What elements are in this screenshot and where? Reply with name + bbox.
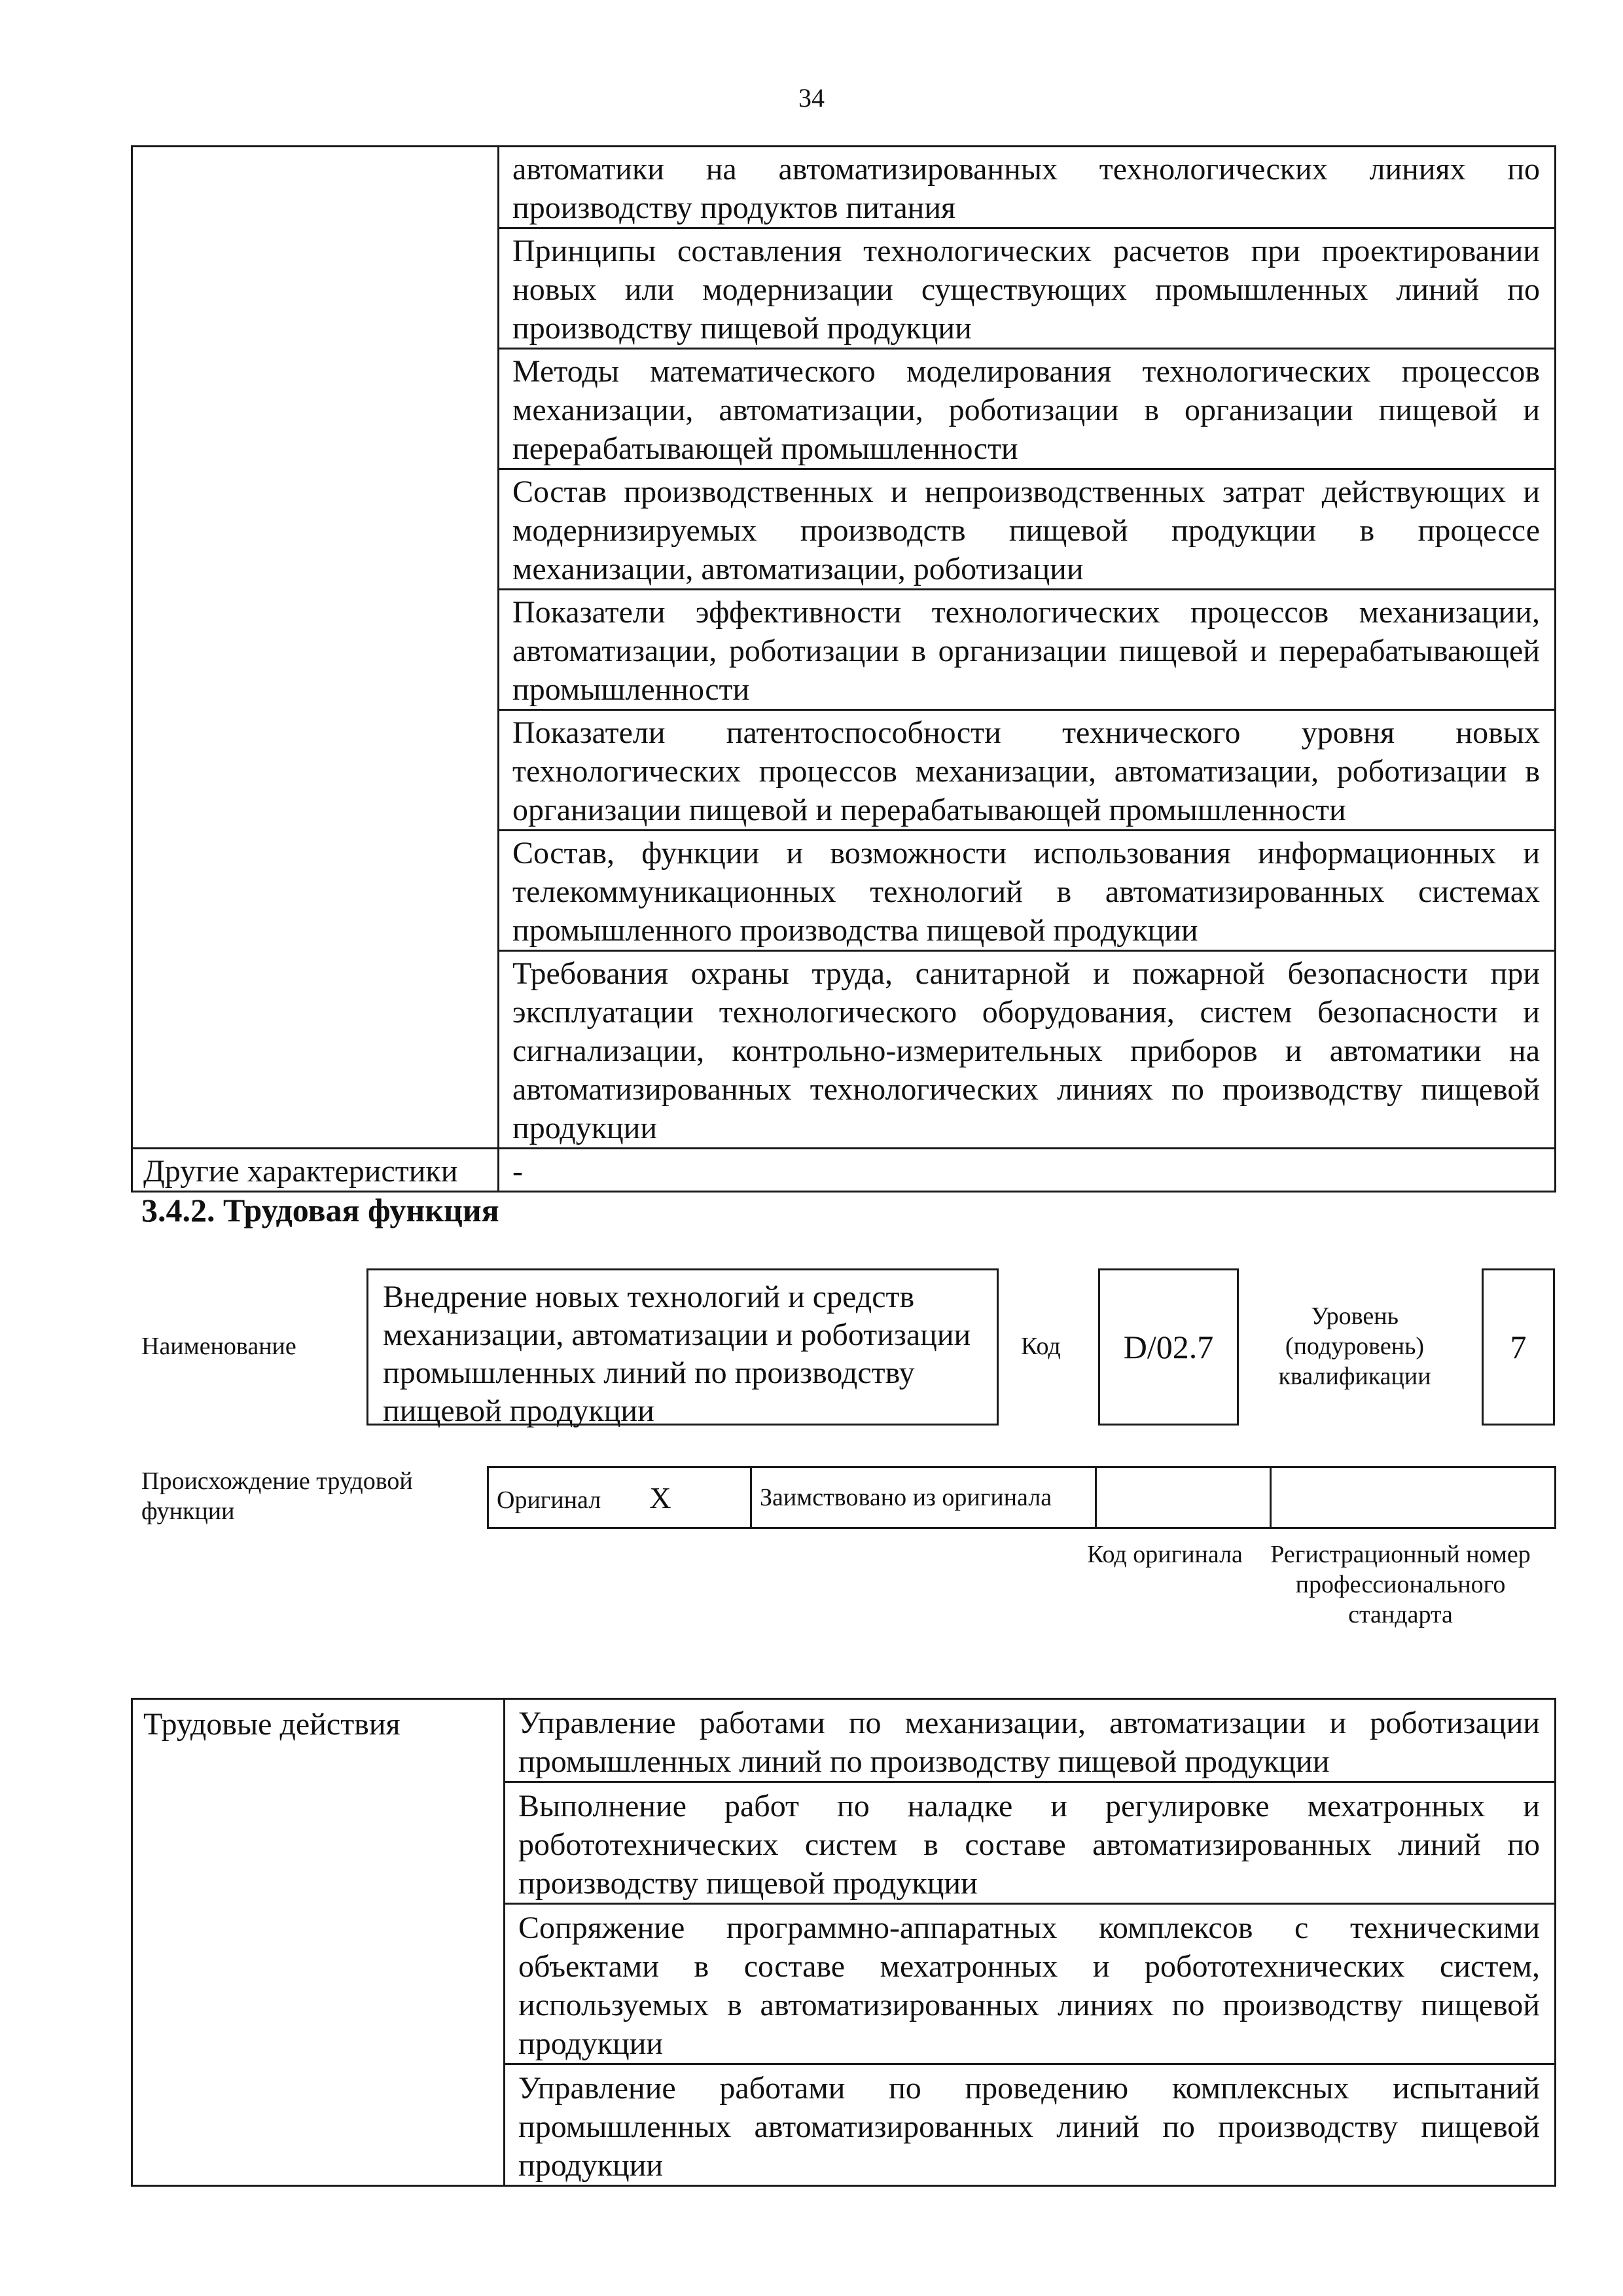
level-box — [1482, 1268, 1555, 1426]
name-label: Наименование — [141, 1333, 296, 1360]
original-label: Оригинал — [497, 1486, 601, 1514]
code-label: Код — [1021, 1333, 1061, 1360]
other-characteristics-label: Другие характеристики — [132, 1149, 499, 1192]
knowledge-item: Требования охраны труда, санитарной и пожарной безопасности при эксплуатации технологического оборудования, систем безопасности и сигнализации, контрольно-измерительных приборов и автоматики на автоматизированных технологических линиях по производству пищевой продукции — [499, 951, 1556, 1149]
registration-number-cell — [1271, 1467, 1556, 1528]
knowledge-item: Состав, функции и возможности использования информационных и телекоммуникационных технологий в автоматизированных системах промышленного производства пищевой продукции — [499, 831, 1556, 951]
section-title: 3.4.2. Трудовая функция — [141, 1192, 499, 1229]
table-row — [132, 1699, 1556, 1782]
function-name-box — [366, 1268, 999, 1426]
code-value: D/02.7 — [1123, 1329, 1214, 1365]
other-characteristics-value: - — [499, 1149, 1556, 1192]
knowledge-item: Методы математического моделирования технологических процессов механизации, автоматизации, роботизации в организации пищевой и перерабатывающей промышленности — [499, 349, 1556, 469]
function-name-value: Внедрение новых технологий и средств механизации, автоматизации и роботизации промышленных линий по производству пищевой продукции — [383, 1280, 971, 1428]
labor-actions-table — [131, 1698, 1556, 2187]
knowledge-item: автоматики на автоматизированных технологических линиях по производству продуктов питания — [499, 147, 1556, 228]
table-row — [488, 1467, 1556, 1528]
table-row — [132, 1149, 1556, 1192]
labor-action-item: Выполнение работ по наладке и регулировке мехатронных и робототехнических систем в составе автоматизированных линий по производству пищевой продукции — [505, 1782, 1556, 1904]
knowledge-item: Показатели патентоспособности технического уровня новых технологических процессов механизации, автоматизации, роботизации в организации пищевой и перерабатывающей промышленности — [499, 710, 1556, 831]
borrowed-label: Заимствовано из оригинала — [751, 1467, 1096, 1528]
labor-action-item: Управление работами по проведению комплексных испытаний промышленных автоматизированных линий по производству пищевой продукции — [505, 2064, 1556, 2186]
knowledge-item: Показатели эффективности технологических процессов механизации, автоматизации, роботизации в организации пищевой и перерабатывающей промышленности — [499, 590, 1556, 710]
origin-label: Происхождение трудовой функции — [141, 1467, 413, 1525]
level-label: Уровень (подуровень) квалификации — [1278, 1302, 1431, 1390]
original-cell — [488, 1467, 751, 1528]
level-value: 7 — [1510, 1329, 1527, 1365]
labor-actions-label: Трудовые действия — [132, 1699, 505, 2186]
origin-table — [487, 1466, 1556, 1529]
page-number: 34 — [798, 83, 825, 113]
original-mark: X — [649, 1480, 671, 1515]
table-row — [132, 147, 1556, 228]
code-caption: Код оригинала — [1087, 1541, 1243, 1568]
code-box — [1098, 1268, 1239, 1426]
knowledge-label-cell — [132, 147, 499, 1149]
labor-action-item: Сопряжение программно-аппаратных комплексов с техническими объектами в составе мехатронных и робототехнических систем, используемых в автоматизированных линиях по производству пищевой продукции — [505, 1904, 1556, 2064]
knowledge-item: Состав производственных и непроизводственных затрат действующих и модернизируемых производств пищевой продукции в процессе механизации, автоматизации, роботизации — [499, 469, 1556, 590]
knowledge-table — [131, 145, 1556, 1193]
labor-action-item: Управление работами по механизации, автоматизации и роботизации промышленных линий по производству пищевой продукции — [505, 1699, 1556, 1782]
knowledge-item: Принципы составления технологических расчетов при проектировании новых или модернизации существующих промышленных линий по производству пищевой продукции — [499, 228, 1556, 349]
original-code-cell — [1096, 1467, 1271, 1528]
registration-caption: Регистрационный номер профессионального стандарта — [1270, 1541, 1531, 1628]
